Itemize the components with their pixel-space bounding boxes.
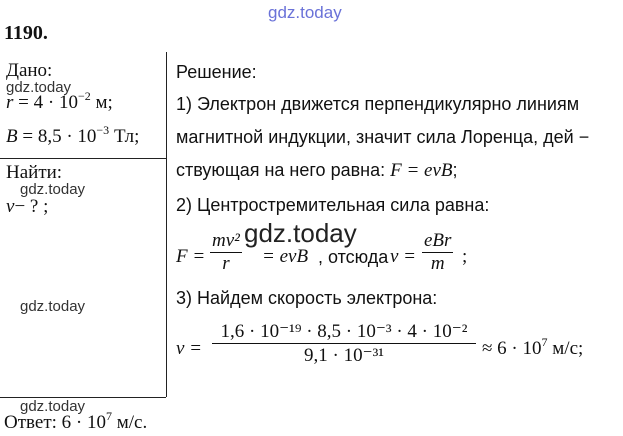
watermark-left3: gdz.today — [20, 298, 86, 315]
solution-line1: 1) Электрон движется перпендикулярно линиям — [176, 94, 580, 114]
centripetal-numerator: mv² — [212, 230, 240, 251]
velocity-fraction — [422, 230, 453, 275]
given-r-value: = 4 · 10 — [13, 92, 78, 113]
computation-result — [482, 335, 584, 360]
solution-line3-end: ; — [452, 160, 458, 180]
given-r-exp: −2 — [77, 89, 91, 103]
answer-value: 6 · 10 — [56, 412, 106, 433]
solution-line3 — [176, 160, 458, 182]
given-find-divider — [0, 158, 166, 159]
find-item-rest: − ? ; — [14, 196, 49, 217]
computation-unit: м/с; — [547, 338, 584, 359]
given-r-unit: м; — [90, 92, 113, 113]
velocity-lhs: v = — [390, 246, 417, 267]
solution-header: Решение: — [176, 62, 257, 82]
computation-exp: 7 — [541, 335, 548, 349]
given-B-exp: −3 — [96, 123, 110, 137]
answer-label: Ответ: — [4, 412, 57, 433]
centripetal-denominator: r — [222, 253, 230, 274]
computation-fraction — [212, 320, 476, 367]
centripetal-fraction — [210, 230, 242, 275]
given-B — [6, 123, 140, 148]
given-B-value: = 8,5 · 10 — [17, 126, 97, 147]
answer — [4, 409, 148, 434]
watermark-left2: gdz.today — [20, 181, 86, 198]
computation-lhs: v = — [176, 338, 203, 359]
velocity-end: ; — [462, 246, 468, 267]
find-item-var: v — [6, 196, 15, 217]
computation-denominator: 9,1 · 10⁻³¹ — [304, 345, 384, 366]
answer-exp: 7 — [105, 409, 112, 423]
given-r — [6, 89, 113, 114]
solution-line4: 2) Центростремительная сила равна: — [176, 195, 490, 215]
velocity-numerator: eBr — [424, 230, 452, 251]
problem-number: 1190. — [4, 22, 48, 44]
centripetal-lhs: F = — [176, 246, 206, 267]
given-B-var: B — [6, 126, 18, 147]
lorentz-formula: F = evB — [390, 160, 453, 181]
solution-line5: 3) Найдем скорость электрона: — [176, 288, 438, 308]
watermark-top: gdz.today — [268, 3, 342, 22]
solution-line3-text: ствующая на него равна: — [176, 160, 391, 180]
find-header: Найти: — [6, 162, 63, 183]
given-divider-vertical — [166, 52, 167, 397]
watermark-left4: gdz.today — [20, 398, 86, 415]
solution-line2: магнитной индукции, значит сила Лоренца, дей − — [176, 127, 590, 147]
velocity-denominator: m — [430, 253, 445, 274]
centripetal-equals-lorentz: = evB — [262, 246, 309, 267]
computation-approx: ≈ 6 · 10 — [482, 338, 542, 359]
answer-unit: м/с. — [111, 412, 148, 433]
given-B-unit: Тл; — [109, 126, 140, 147]
given-r-var: r — [6, 92, 14, 113]
find-item — [6, 196, 48, 218]
watermark-left1: gdz.today — [6, 79, 72, 96]
given-header: Дано: — [6, 60, 53, 81]
computation-numerator: 1,6 · 10⁻¹⁹ · 8,5 · 10⁻³ · 4 · 10⁻² — [220, 321, 468, 342]
watermark-center: gdz.today — [244, 218, 357, 248]
centripetal-otsyuda: , отсюда — [318, 247, 389, 267]
